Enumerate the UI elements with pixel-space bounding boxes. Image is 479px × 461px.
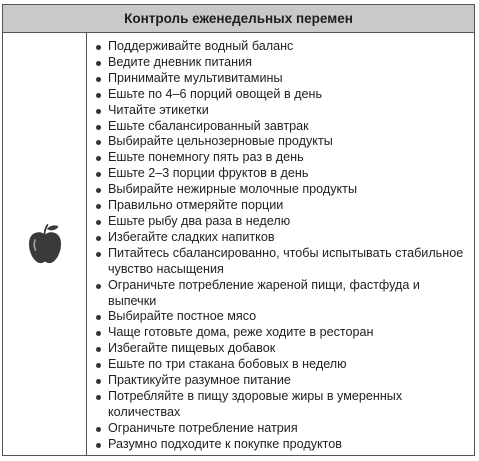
list-item: Питайтесь сбалансированно, чтобы испытывать стабильное чувство насыщения [95, 246, 468, 278]
list-item: Ешьте понемногу пять раз в день [95, 150, 468, 166]
list-item: Ведите дневник питания [95, 55, 468, 71]
items-column [87, 33, 474, 455]
list-item: Потребляйте в пищу здоровые жиры в умеренных количествах [95, 389, 468, 421]
header-title: Контроль еженедельных перемен [124, 11, 353, 26]
weekly-changes-table [2, 4, 475, 456]
list-item: Избегайте пищевых добавок [95, 341, 468, 357]
list-item: Выбирайте цельнозерновые продукты [95, 134, 468, 150]
list-item: Ешьте 2–3 порции фруктов в день [95, 166, 468, 182]
apple-icon [27, 223, 63, 265]
list-item: Практикуйте разумное питание [95, 373, 468, 389]
icon-column [3, 33, 87, 455]
list-item: Ограничьте потребление натрия [95, 421, 468, 437]
list-item: Поддерживайте водный баланс [95, 39, 468, 55]
table-body [3, 33, 474, 455]
table-header [3, 5, 474, 33]
list-item: Избегайте сладких напитков [95, 230, 468, 246]
list-item: Разумно подходите к покупке продуктов [95, 437, 468, 453]
list-item: Выбирайте постное мясо [95, 309, 468, 325]
list-item: Принимайте мультивитамины [95, 71, 468, 87]
list-item: Читайте этикетки [95, 103, 468, 119]
list-item: Правильно отмеряйте порции [95, 198, 468, 214]
list-item: Ешьте по 4–6 порций овощей в день [95, 87, 468, 103]
list-item: Выбирайте нежирные молочные продукты [95, 182, 468, 198]
list-item: Чаще готовьте дома, реже ходите в ресторан [95, 325, 468, 341]
list-item: Ешьте рыбу два раза в неделю [95, 214, 468, 230]
list-item: Ешьте по три стакана бобовых в неделю [95, 357, 468, 373]
list-item: Ешьте сбалансированный завтрак [95, 119, 468, 135]
list-item: Ограничьте потребление жареной пищи, фастфуда и выпечки [95, 278, 468, 310]
items-list [95, 39, 468, 453]
